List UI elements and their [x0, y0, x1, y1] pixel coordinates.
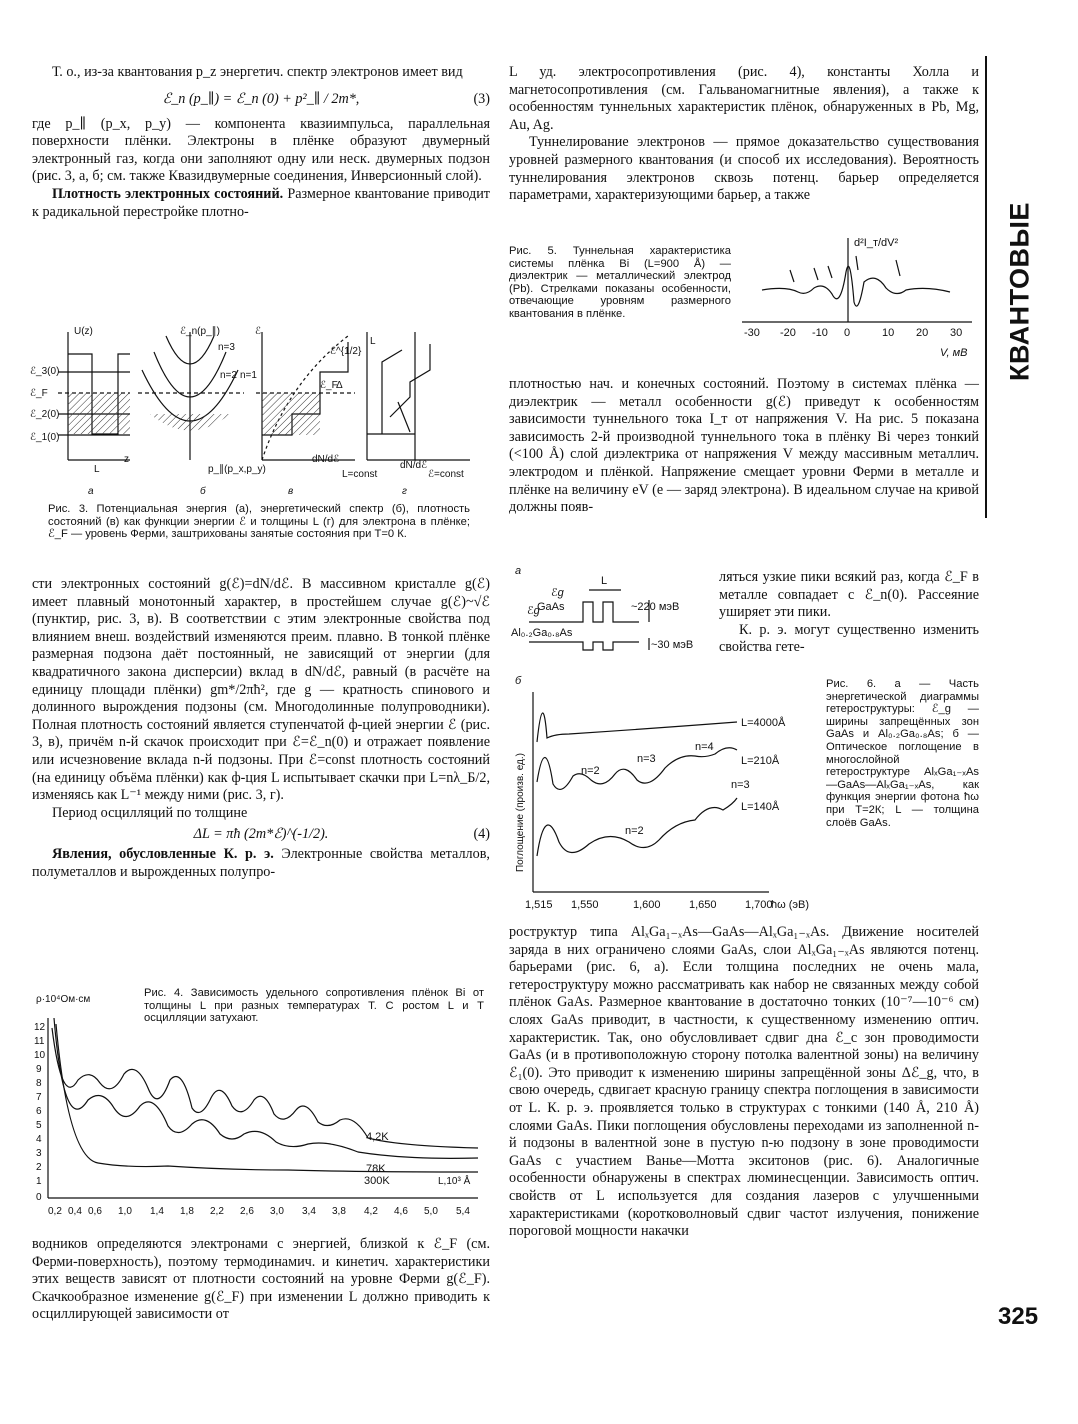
left-para-3: [32, 186, 490, 221]
right-column-wrap: [719, 569, 979, 657]
fig6b-xtick-0: 1,515: [525, 899, 553, 911]
left-column-middle: [32, 576, 490, 882]
fig4-ytick-3: 3: [36, 1148, 42, 1159]
fig6b-label-4000: L=4000Å: [741, 717, 786, 729]
fig3-sub-a: а: [88, 486, 94, 497]
fig5-xtick-5: 20: [916, 327, 929, 339]
fig3-label-dnde2: dN/dℰ: [400, 460, 428, 471]
fig3-sub-c: в: [288, 486, 294, 497]
fig6b-xtick-2: 1,600: [633, 899, 661, 911]
fig6b-sub: б: [515, 675, 522, 687]
fig4-ytick-9: 9: [36, 1064, 42, 1075]
figure-6b: [509, 672, 821, 916]
fig6b-label-210: L=210Å: [741, 755, 780, 767]
fig4-curve-78k: [54, 1018, 478, 1158]
right-para-2: Туннелирование электронов — прямое доказательство существования уровней размерного квантования (и способ их исследования). Вероятность туннелирования электронов сквозь потенц. барьер определяется параметрами, характеризующими барьер, а также: [509, 134, 979, 204]
fig6b-xunit: ħω (эВ): [771, 899, 810, 911]
fig3-label-n1: n=1: [240, 370, 257, 381]
fig3-label-n3: n=3: [218, 342, 235, 353]
fig3-sub-d: г: [402, 486, 407, 497]
fig6a-label-algaas: Al₀.₂Ga₀.₈As: [511, 627, 573, 639]
fig3-label-e2: ℰ_2(0): [30, 409, 60, 420]
fig3-label-ef2: ℰ_F: [320, 380, 338, 391]
fig3-label-e3: ℰ_3(0): [30, 366, 60, 377]
fig4-xtick-2: 0,6: [88, 1206, 102, 1217]
fig4-xtick-10: 3,8: [332, 1206, 346, 1217]
fig3-label-l: L: [370, 336, 376, 347]
fig4-xtick-6: 2,2: [210, 1206, 224, 1217]
right-para-6: роструктур типа AlₓGa₁₋ₓAs—GaAs—AlₓGa₁₋ₓAs. Движение носителей заряда в них ограничено слоями GaAs, слои AlₓGa₁₋ₓAs являются потенц. барьерами (рис. 6, а). Если толщина последних не очень мала, гетероструктуру можно рассматривать как набор не связанных между собой плёнок GaAs. Размерное квантование в достаточно тонких (10⁻⁷—10⁻⁶ см) слоях GaAs приводит, в частности, к существенному изменению оптич. характеристик. Так, оно обусловливает сдвиг дна ℰ_c зон проводимости GaAs (и в противоположную сторону потолка валентной зоны) на величину ℰ₁(0). Это приводит к изменению ширины запрещённой зоны Δℰ_g, что, в свою очередь, сдвигает красную границу спектра поглощения в зависимости от L. К. р. э. проявляется только в структурах с тонкими (140 Å, 210 Å) слоями GaAs. Пики поглощения обусловлены переходами из заполненной n-й подзоны в валентной зоне в пустую n-ю подзону в зоне проводимости GaAs с участием Ванье—Мотта экситонов (рис. 6). Аналогичные особенности обнаружены в спектрах люминесценции. Зависимость оптич. свойств от L используется для создания лазеров с улучшенными характеристиками (коротковолновый сдвиг частот излучения, понижение пороговой мощности накачки: [509, 924, 979, 1240]
left-para-2: где p_∥ (p_x, p_y) — компонента квазиимпульса, параллельная поверхности плёнки. Электроны в плёнке образуют двумерный электронный газ, когда они заполняют одну или неск. двумерных подзон (рис. 3, а, б; см. также Квазидвумерные соединения, Инверсионный слой).: [32, 115, 490, 185]
figure-4-caption: Рис. 4. Зависимость удельного сопротивления плёнок Bi от толщины L при разных температурах T. С ростом L и T осцилляции затухают.: [144, 987, 484, 1025]
figure-6-caption: Рис. 6. а — Часть энергетической диаграммы гетероструктуры: ℰ_g — ширины запрещённых зон GaAs и Al₀.₂Ga₀.₈As; б — Оптическое поглощение в многослойной гетероструктуре AlₓGa₁₋ₓAs—GaAs—AlₓGa₁₋ₓAs, как функция энергии фотона ħω при T=2К; L — толщина слоёв GaAs.: [826, 678, 979, 829]
fig6b-xtick-1: 1,550: [571, 899, 599, 911]
fig5-xtick-6: 30: [950, 327, 963, 339]
left-para-4: сти электронных состояний g(ℰ)=dN/dℰ. В массивном кристалле g(ℰ) имеет плавный монотонный характер, в простейшем случае g(ℰ)~√ℰ (пунктир, рис. 3, в). В соответствии с этим электронные свойства под влиянием внеш. воздействий изменяются преим. плавно. В тонкой плёнке размерная подзона даёт постоянный, не зависящий от энергии (для квадратичного закона дисперсии) вклад в dN/dℰ, равный (в расчёте на единицу площади плёнки) gm*/2πħ², где g — кратность спинового и долинного вырождения подзоны (см. Многодолинные полупроводники). Полная плотность состояний является ступенчатой ф-цией энергии ℰ (рис. 3, в), причём n-й скачок происходит при ℰ=ℰ_n(0) и отражает появление или исчезновение вклада n-й подзоны. При ℰ=const плотность состояний (на единицу объёма плёнки) как ф-ция L испытывает скачки при L=nλ_Б/2, изменяясь как L⁻¹ между ними (рис. 3, г).: [32, 576, 490, 804]
right-para-1: L уд. электросопротивления (рис. 4), константы Холла и магнетосопротивления (см. Гальваномагнитные явления), а также к особенностям туннельных характеристик плёнок, обнаруженных в Pb, Mg, Au, Ag.: [509, 64, 979, 133]
fig4-xunit: L,10³ Å: [438, 1176, 471, 1187]
fig6a-sub: а: [515, 565, 522, 577]
page-number: 325: [998, 1303, 1039, 1330]
fig4-ytick-6: 6: [36, 1106, 42, 1117]
fig5-xtick-2: -10: [812, 327, 828, 339]
fig5-xunit: V, мВ: [940, 347, 968, 359]
fig3-label-delta: Δ: [336, 380, 343, 391]
section-heading-phenomena: Явления, обусловленные К. р. э.: [52, 846, 274, 863]
figure-3: [30, 322, 488, 500]
fig4-ylabel: ρ·10⁴Ом·см: [36, 994, 91, 1005]
equation-3-body: ℰ_n (p_∥) = ℰ_n (0) + p²_∥ / 2m*,: [162, 90, 360, 107]
fig3-label-e1: ℰ_1(0): [30, 432, 60, 443]
left-para-3-text: Размерное квантование приводит к радикальной перестройке плотно-: [32, 185, 490, 220]
fig3-label-l2: L: [94, 464, 100, 475]
fig3-label-econst: ℰ=const: [428, 469, 464, 480]
sidebar-word: КВАНТОВЫЕ: [1004, 202, 1035, 381]
equation-4: [32, 822, 490, 846]
fig6a-label-eg1: ℰg: [551, 587, 564, 599]
fig3-label-sqrt: ℰ^{1/2}: [330, 346, 362, 357]
fig3-label-e: ℰ: [255, 326, 262, 337]
fig6a-label-220: ~220 мэВ: [631, 601, 680, 613]
fig3-label-ef: ℰ_F: [30, 388, 48, 399]
fig6b-ylabel: Поглощение (произв. ед.): [515, 752, 526, 872]
fig4-xtick-11: 4,2: [364, 1206, 378, 1217]
fig6b-peak-n3a: n=3: [637, 753, 656, 765]
equation-4-body: ΔL = πħ (2m*ℰ)^(-1/2).: [193, 826, 329, 843]
fig4-ytick-2: 2: [36, 1162, 42, 1173]
fig3-label-en: ℰ_n(p_∥): [180, 326, 220, 337]
fig4-legend-300k: 300K: [364, 1175, 390, 1187]
left-para-6: [32, 846, 490, 881]
right-para-4: ляться узкие пики всякий раз, когда ℰ_F в металле совпадает с ℰ_n(0). Рассеяние уширяет эти пики.: [719, 569, 979, 621]
fig4-xtick-5: 1,8: [180, 1206, 194, 1217]
fig4-xtick-12: 4,6: [394, 1206, 408, 1217]
fig6a-band-bottom: [529, 642, 639, 650]
fig6a-label-gaas: GaAs: [537, 601, 565, 613]
section-heading-density: Плотность электронных состояний.: [52, 185, 284, 202]
fig4-xtick-9: 3,4: [302, 1206, 316, 1217]
fig4-curve-4.2k: [52, 1028, 478, 1148]
left-column: [32, 64, 490, 221]
right-column-bottom: [509, 924, 979, 1241]
figure-4: [28, 988, 490, 1218]
fig4-xtick-0: 0,2: [48, 1206, 62, 1217]
fig3-label-lconst: L=const: [342, 469, 378, 480]
equation-3-number: (3): [473, 90, 490, 107]
right-column: [509, 64, 979, 205]
fig3-label-z: z: [124, 454, 129, 465]
left-para-6-text: Электронные свойства металлов, полуметаллов и вырожденных полупро-: [32, 846, 490, 880]
fig3-label-u: U(z): [74, 326, 93, 337]
fig6b-label-140: L=140Å: [741, 801, 780, 813]
fig3-label-n2: n=2: [220, 370, 237, 381]
figure-5-caption: Рис. 5. Туннельная характеристика системы плёнка Bi (L=900 Å) — диэлектрик — металлический электрод (Pb). Стрелками показаны особенности, отвечающие уровням размерного квантования в плёнке.: [509, 245, 731, 320]
fig3-label-dnde: dN/dℰ: [312, 454, 340, 465]
fig4-ytick-1: 1: [36, 1176, 42, 1187]
fig4-ytick-11: 11: [34, 1036, 45, 1047]
fig5-ylabel: d²I_т/dV²: [854, 237, 899, 249]
fig6b-peak-n2a: n=2: [581, 765, 600, 777]
fig4-xtick-8: 3,0: [270, 1206, 284, 1217]
figure-3-caption: Рис. 3. Потенциальная энергия (а), энергетический спектр (б), плотность состояний (в) как функции энергии ℰ и толщины L (г) для электрона в плёнке; ℰ_F — уровень Ферми, заштрихованы занятые состояния при T=0 К.: [48, 503, 470, 541]
equation-4-number: (4): [473, 826, 490, 843]
fig6b-curve-4000: [537, 713, 737, 742]
fig3-sub-b: б: [200, 486, 206, 497]
fig4-ytick-8: 8: [36, 1078, 42, 1089]
left-column-bottom: [32, 1236, 490, 1324]
fig4-xtick-1: 0,4: [68, 1206, 82, 1217]
right-para-5: К. р. э. могут существенно изменить свойства гете-: [719, 621, 979, 656]
fig4-ytick-4: 4: [36, 1134, 42, 1145]
sidebar-rule: [985, 56, 987, 518]
fig4-xtick-14: 5,4: [456, 1206, 470, 1217]
fig4-ytick-0: 0: [36, 1192, 42, 1203]
fig4-legend-78k: 78K: [366, 1163, 386, 1175]
fig4-xtick-13: 5,0: [424, 1206, 438, 1217]
fig5-xtick-4: 10: [882, 327, 895, 339]
fig5-xtick-1: -20: [780, 327, 796, 339]
figure-5: [736, 232, 982, 360]
left-para-1: Т. о., из-за квантования p_z энергетич. спектр электронов имеет вид: [52, 64, 463, 80]
left-para-5: Период осцилляций по толщине: [52, 804, 248, 821]
fig6b-peak-n3b: n=3: [731, 779, 750, 791]
left-para-7: водников определяются электронами с энергией, близкой к ℰ_F (см. Ферми-поверхность), поэтому термодинамич. и кинетич. характеристики этих веществ зависят от плотности состояний на уровне Ферми g(ℰ_F). Скачкообразное изменение g(ℰ_F) при изменении L должно приводить к осциллирующей зависимости от: [32, 1236, 490, 1323]
fig4-legend-4.2k: 4,2K: [366, 1131, 389, 1143]
fig6a-label-eg2: ℰg: [527, 605, 540, 617]
fig5-xtick-3: 0: [844, 327, 851, 339]
fig5-xtick-0: -30: [744, 327, 760, 339]
fig4-curve-300k: [56, 1024, 478, 1172]
sidebar-heading: [1000, 56, 1035, 516]
fig6b-peak-n2b: n=2: [625, 825, 644, 837]
fig6b-peak-n4: n=4: [695, 741, 714, 753]
right-column-middle: [509, 376, 979, 517]
fig6a-label-l: L: [601, 575, 608, 587]
fig4-ytick-5: 5: [36, 1120, 42, 1131]
fig6b-xtick-3: 1,650: [689, 899, 717, 911]
fig6b-xtick-4: 1,700: [745, 899, 773, 911]
equation-3: [32, 82, 490, 116]
fig4-ytick-12: 12: [34, 1022, 46, 1033]
fig4-ytick-10: 10: [34, 1050, 46, 1061]
right-para-3: плотностью нач. и конечных состояний. Поэтому в системах плёнка — диэлектрик — металл особенности g(ℰ) приведут к особенностям зависимости туннельного тока I_т от напряжения V. На рис. 5 показана зависимость 2-й производной туннельного тока в плёнку Bi через тонкий (<100 Å) слой диэлектрика от напряжения V между массивным металлич. электродом и плёнкой. Напряжение смещает уровни Ферми в металле и плёнке на величину eV (e — заряд электрона). В идеальном случае на кривой должны появ-: [509, 376, 979, 516]
fig4-xtick-4: 1,4: [150, 1206, 164, 1217]
fig4-xtick-7: 2,6: [240, 1206, 254, 1217]
figure-6a: [509, 562, 719, 658]
fig3-label-p: p_∥(p_x,p_y): [208, 464, 266, 475]
fig4-ytick-7: 7: [36, 1092, 42, 1103]
fig3d-sawtooth: [382, 344, 430, 434]
fig6a-label-30: ~30 мэВ: [651, 639, 694, 651]
fig4-xtick-3: 1,0: [118, 1206, 132, 1217]
